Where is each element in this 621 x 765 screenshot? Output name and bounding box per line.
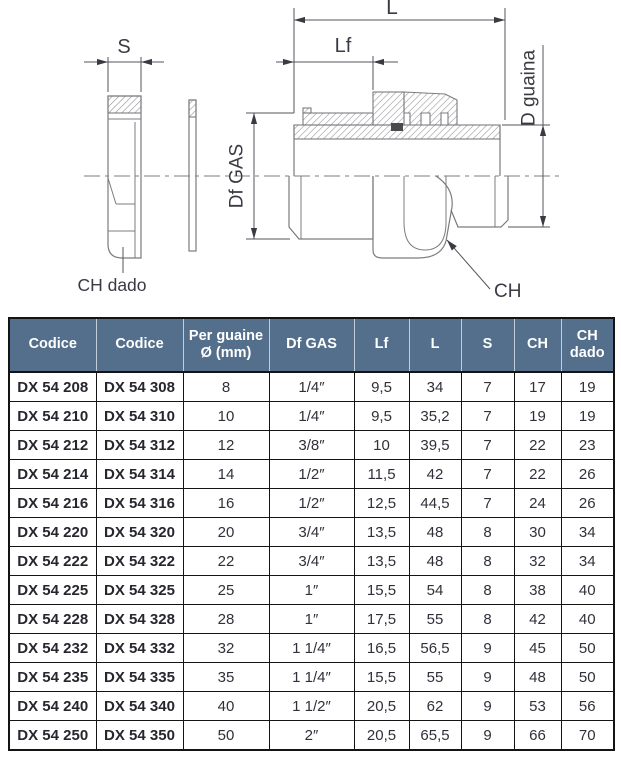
column-header: CH [514,318,561,372]
table-cell: DX 54 222 [9,547,96,576]
table-row [9,634,614,663]
table-cell: DX 54 214 [9,460,96,489]
table-cell: 13,5 [354,518,409,547]
table-cell: 1″ [269,576,354,605]
table-cell: 55 [409,663,461,692]
table-cell: 8 [183,372,269,402]
table-cell: 1 1/4″ [269,663,354,692]
column-header: CH dado [561,318,614,372]
table-cell: 35,2 [409,402,461,431]
table-cell: DX 54 340 [96,692,183,721]
table-cell: 1/2″ [269,489,354,518]
fitting-outside [289,176,508,258]
table-cell: 34 [561,518,614,547]
seal-ring-section [391,123,403,131]
table-cell: 19 [561,402,614,431]
table-cell: DX 54 235 [9,663,96,692]
table-cell: DX 54 210 [9,402,96,431]
table-cell: DX 54 250 [9,721,96,751]
table-cell: 7 [461,372,514,402]
table-cell: 16 [183,489,269,518]
washer-view [189,100,196,251]
table-cell: DX 54 308 [96,372,183,402]
table-cell: 15,5 [354,576,409,605]
table-cell: DX 54 316 [96,489,183,518]
table-row [9,547,614,576]
technical-drawing [0,0,621,315]
table-cell: 19 [561,372,614,402]
table-cell: 9 [461,634,514,663]
table-cell: 48 [409,518,461,547]
table-cell: 20,5 [354,692,409,721]
table-cell: DX 54 328 [96,605,183,634]
table-cell: 2″ [269,721,354,751]
nut-view [108,96,141,258]
table-cell: 35 [183,663,269,692]
table-cell: 10 [183,402,269,431]
table-cell: 53 [514,692,561,721]
table-cell: 40 [561,576,614,605]
table-row [9,372,614,402]
table-cell: 25 [183,576,269,605]
table-cell: 50 [183,721,269,751]
table-cell: 3/8″ [269,431,354,460]
table-cell: 44,5 [409,489,461,518]
table-cell: DX 54 220 [9,518,96,547]
table-cell: 1/4″ [269,372,354,402]
table-cell: 34 [409,372,461,402]
table-cell: 17,5 [354,605,409,634]
table-cell: DX 54 314 [96,460,183,489]
table-cell: 22 [183,547,269,576]
table-cell: 39,5 [409,431,461,460]
table-cell: 1/2″ [269,460,354,489]
table-row [9,402,614,431]
table-container [8,317,615,751]
table-cell: 7 [461,431,514,460]
table-cell: 48 [514,663,561,692]
table-cell: 17 [514,372,561,402]
table-cell: 48 [409,547,461,576]
dim-label-l: L [386,0,398,19]
table-cell: DX 54 216 [9,489,96,518]
table-cell: 55 [409,605,461,634]
column-header: Df GAS [269,318,354,372]
table-cell: DX 54 322 [96,547,183,576]
table-cell: 38 [514,576,561,605]
table-cell: 26 [561,460,614,489]
table-cell: 9 [461,721,514,751]
table-cell: 66 [514,721,561,751]
table-row [9,721,614,751]
column-header: S [461,318,514,372]
table-cell: DX 54 212 [9,431,96,460]
dim-s [84,36,164,92]
table-cell: DX 54 350 [96,721,183,751]
table-row [9,576,614,605]
table-cell: 11,5 [354,460,409,489]
table-row [9,605,614,634]
table-cell: 13,5 [354,547,409,576]
dim-label-df-gas: Df GAS [226,143,248,209]
table-cell: DX 54 310 [96,402,183,431]
fitting-section [294,92,500,176]
table-cell: 3/4″ [269,518,354,547]
table-header-row [9,318,614,372]
table-cell: 42 [409,460,461,489]
table-cell: 28 [183,605,269,634]
table-cell: 10 [354,431,409,460]
table-cell: 1 1/4″ [269,634,354,663]
table-cell: 54 [409,576,461,605]
table-cell: 12,5 [354,489,409,518]
table-cell: 70 [561,721,614,751]
table-cell: 32 [514,547,561,576]
table-cell: 9 [461,663,514,692]
dim-label-lf: Lf [334,35,352,57]
table-cell: 1″ [269,605,354,634]
dim-df-gas [227,113,295,239]
table-cell: 15,5 [354,663,409,692]
table-cell: DX 54 232 [9,634,96,663]
table-cell: DX 54 312 [96,431,183,460]
table-cell: 56,5 [409,634,461,663]
table-cell: DX 54 225 [9,576,96,605]
table-row [9,663,614,692]
table-cell: 9 [461,692,514,721]
table-row [9,460,614,489]
callout-ch [447,240,521,302]
table-cell: 19 [514,402,561,431]
table-cell: 9,5 [354,402,409,431]
table-row [9,518,614,547]
column-header: Lf [354,318,409,372]
table-cell: 26 [561,489,614,518]
table-cell: DX 54 228 [9,605,96,634]
table-cell: 12 [183,431,269,460]
table-cell: 56 [561,692,614,721]
table-cell: 9,5 [354,372,409,402]
table-cell: 14 [183,460,269,489]
table-cell: 3/4″ [269,547,354,576]
table-cell: 42 [514,605,561,634]
table-cell: 22 [514,431,561,460]
table-cell: DX 54 325 [96,576,183,605]
dim-label-s: S [117,36,131,58]
table-cell: DX 54 332 [96,634,183,663]
table-cell: 45 [514,634,561,663]
table-row [9,431,614,460]
table-cell: 20 [183,518,269,547]
column-header: Per guaine Ø (mm) [183,318,269,372]
table-cell: 34 [561,547,614,576]
table-cell: 40 [183,692,269,721]
table-cell: 8 [461,518,514,547]
table-cell: 23 [561,431,614,460]
table-cell: 50 [561,634,614,663]
table-row [9,489,614,518]
table-cell: 65,5 [409,721,461,751]
table-cell: DX 54 240 [9,692,96,721]
table-cell: 24 [514,489,561,518]
table-cell: 7 [461,460,514,489]
dim-d-guaina [502,45,550,227]
table-cell: 50 [561,663,614,692]
dimensions-table [8,317,615,751]
table-cell: 1 1/2″ [269,692,354,721]
table-cell: DX 54 335 [96,663,183,692]
table-cell: 32 [183,634,269,663]
dim-label-d-guaina: D guaina [518,49,540,127]
table-cell: 7 [461,402,514,431]
table-cell: 7 [461,489,514,518]
column-header: Codice [96,318,183,372]
table-cell: 62 [409,692,461,721]
table-cell: 20,5 [354,721,409,751]
label-ch-dado: CH dado [77,275,147,295]
table-row [9,692,614,721]
column-header: L [409,318,461,372]
table-cell: 30 [514,518,561,547]
table-cell: 22 [514,460,561,489]
table-cell: DX 54 208 [9,372,96,402]
table-body [9,372,614,750]
label-ch: CH [494,281,522,302]
table-cell: 40 [561,605,614,634]
table-cell: 1/4″ [269,402,354,431]
table-cell: 8 [461,605,514,634]
table-cell: DX 54 320 [96,518,183,547]
column-header: Codice [9,318,96,372]
table-cell: 16,5 [354,634,409,663]
table-cell: 8 [461,576,514,605]
table-cell: 8 [461,547,514,576]
